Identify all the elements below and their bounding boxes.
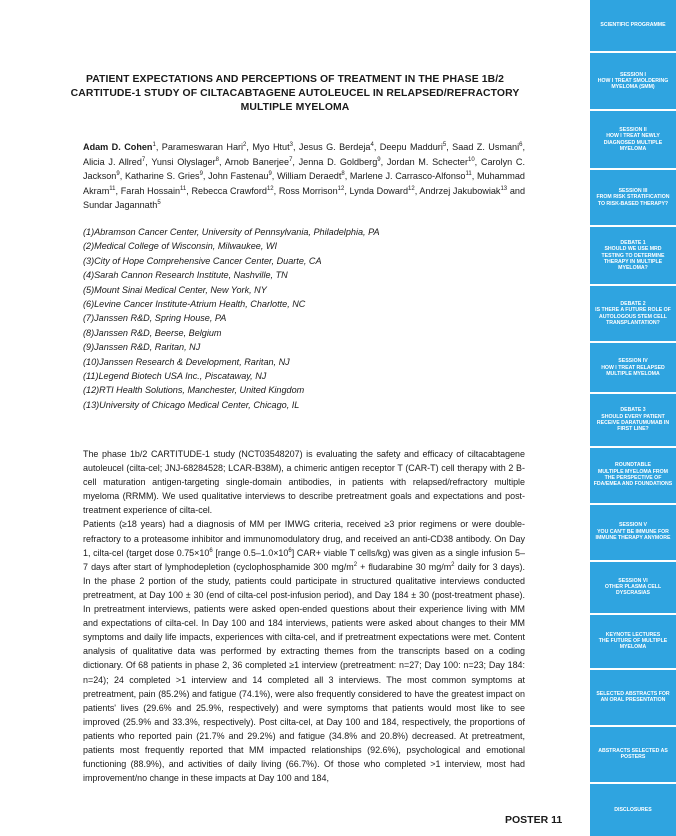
author-name: Yunsi Olyslager [151, 156, 216, 167]
author-affiliation-number: 8 [215, 156, 219, 163]
author-affiliation-number: 5 [157, 199, 161, 206]
author-name: Parameswaran Hari [161, 142, 244, 152]
sidebar-item-7[interactable] [590, 394, 676, 445]
affiliation-item: (7)Janssen R&D, Spring House, PA [83, 313, 227, 324]
author-name: Farah Hossain [120, 185, 181, 196]
sidebar-item-label: SESSION VI OTHER PLASMA CELL DYSCRASIAS [604, 577, 662, 597]
author-affiliation-number: 3 [289, 141, 293, 148]
sidebar-item-9[interactable] [590, 505, 676, 560]
author-name: Jordan M. Schecter [386, 156, 468, 167]
abstract-paragraph-methods-results: Patients (≥18 years) had a diagnosis of MM per IMWG criteria, received ≥3 prior regimens or were double-refractory to a proteasome inhibitor and immunomodulatory drug, and received an anti-CD38 antibody. On Day 1, cilta-cel (target dose $0.75\times 10^6$ [range $0.5-1.0\times 10^6$] CAR+ viable T cells/kg) was given as a single infusion 5–7 days after start of lymphodepletion (cyclophosphamide 300 $mg/m^2$ + fludarabine 30 $mg/m^2$ daily for 3 days). In the phase 2 portion of the study, patients could participate in structured qualitative interviews conducted pretreatment, at Day 100 ± 30 (end of cilta-cel post-infusion period), and Day 184 ± 30 (post-treatment phase). In pretreatment interviews, patients were asked open-ended questions about their experience living with MM and expectations of cilta-cel. In Day 100 and 184 interviews, patients were asked about changes to their MM symptoms and daily life impacts, experiences with cilta-cel, and if pretreatment expectations were met. Content analysis of qualitative data was performed by extracting themes from the transcripts based on a coding dictionary. Of 68 patients in phase 2, 36 completed ≥1 interview (pretreatment: n=27; Day 100: n=23; Day 184: n=24); 24 completed >1 interview and 14 completed all 3 interviews. The most common symptoms at pretreatment, pain (85.2%) and fatigue (74.1%), were also frequently considered to have the greatest impact on patients' lives (29.6% and 25.9%, respectively) and were symptoms that patients would most like to see improved (25.9% and 33.3%, respectively). Post cilta-cel, at Day 100 and 184, respectively, the proportions of patients who reported pain (21.7% and 29.2%) and fatigue (34.8% and 20.8%) decreased. At pretreatment, patients most frequently reported that MM impacted relationships (92.6%), psychological and emotional functioning (88.9%), and activities of daily living (66.7%). Of those who completed >1 interview, most had improvement/no change in these impacts at Day 100 and 184, [83, 519, 525, 784]
affiliation-item: (11)Legend Biotech USA Inc., Piscataway, NJ [83, 371, 267, 382]
author-name: Katharine S. Gries [124, 171, 200, 181]
author-name: Lynda Doward [349, 185, 409, 196]
sidebar-item-label: DEBATE 2 IS THERE A FUTURE ROLE OF AUTOLOGOUS STEM CELL TRANSPLANTATION? [595, 300, 671, 327]
author-affiliation-number: 11 [180, 185, 187, 192]
author-affiliation-number: 7 [289, 156, 293, 163]
author-affiliation-number: 9 [199, 170, 203, 177]
author-name: William Deraedt [277, 171, 342, 181]
author-affiliation-number: 4 [370, 141, 374, 148]
sidebar-item-label: SESSION V YOU CAN'T BE IMMUNE FOR IMMUNE THERAPY ANYMORE [595, 522, 671, 542]
author-name: Saad Z. Usmani [452, 142, 520, 152]
sidebar-item-8[interactable] [590, 448, 676, 503]
author-affiliation-number: 2 [243, 141, 247, 148]
sidebar-item-label: SESSION II HOW I TREAT NEWLY DIAGNOSED MULTIPLE MYELOMA [603, 126, 663, 153]
sidebar-item-12[interactable] [590, 670, 676, 725]
sidebar-item-4[interactable] [590, 227, 676, 284]
sidebar-item-label: ABSTRACTS SELECTED AS POSTERS [598, 747, 668, 761]
session-sidebar [590, 0, 676, 836]
sidebar-item-label: SESSION III FROM RISK STRATIFICATION TO RISK-BASED THERAPY? [596, 188, 670, 207]
affiliation-item: (4)Sarah Cannon Research Institute, Nashville, TN [83, 270, 288, 281]
sidebar-item-label: SESSION IV HOW I TREAT RELAPSED MULTIPLE MYELOMA [601, 358, 665, 378]
author-name: Jesus G. Berdeja [298, 142, 371, 152]
sidebar-item-3[interactable] [590, 170, 676, 225]
author-affiliation-number: 6 [519, 141, 523, 148]
author-name: Marlene J. Carrasco-Alfonso [349, 171, 466, 181]
sidebar-item-label: KEYNOTE LECTURES THE FUTURE OF MULTIPLE MYELOMA [598, 631, 668, 651]
sidebar-item-label: DISCLOSURES [614, 806, 652, 813]
author-list: Adam D. Cohen$^1$, Parameswaran Hari$^2$, Myo Htut$^3$, Jesus G. Berdeja$^4$, Deepu Madduri$^5$, Saad Z. Usmani$^6$, Alicia J. Allred$^7$, Yunsi Olyslager$^8$, Arnob Banerjee$^7$, Jenna D. Goldberg$^9$, Jordan M. Schecter$^{10}$, Carolyn C. Jackson$^9$, Katharine S. Gries$^9$, John Fastenau$^9$, William Deraedt$^8$, Marlene J. Carrasco-Alfonso$^{11}$, Muhammad Akram$^{11}$, Farah Hossain$^{11}$, Rebecca Crawford$^{12}$, Ross Morrison$^{12}$, Lynda Doward$^{12}$, Andrzej Jakubowiak$^{13}$ and Sundar Jagannath$^5$ [83, 141, 526, 210]
author-affiliation-number: 12 [337, 185, 345, 192]
author-name: Rebecca Crawford [191, 185, 267, 196]
author-affiliation-number: 9 [268, 170, 272, 177]
affiliation-item: (2)Medical College of Wisconsin, Milwaukee, WI [83, 241, 277, 252]
author-affiliation-number: 12 [266, 185, 274, 192]
affiliation-list [83, 225, 525, 412]
author-name: Sundar Jagannath [83, 200, 158, 210]
author-name: Ross Morrison [278, 185, 338, 196]
author-affiliation-number: 12 [408, 185, 415, 192]
author-name: Carolyn C. Jackson [83, 156, 525, 181]
sidebar-item-2[interactable] [590, 111, 676, 168]
affiliation-item: (6)Levine Cancer Institute-Atrium Health, Charlotte, NC [83, 299, 306, 310]
author-name: John Fastenau [208, 171, 269, 181]
author-name: Muhammad Akram [83, 171, 525, 196]
author-affiliation-number: 13 [500, 185, 508, 192]
author-affiliation-number: 9 [377, 156, 381, 163]
author-name: Jenna D. Goldberg [298, 156, 378, 167]
author-affiliation-number: 10 [467, 156, 475, 163]
sidebar-item-0[interactable] [590, 0, 676, 51]
sidebar-item-6[interactable] [590, 343, 676, 392]
abstract-title: PATIENT EXPECTATIONS AND PERCEPTIONS OF TREATMENT IN THE PHASE 1B/2 CARTITUDE-1 STUDY OF CILTACABTAGENE AUTOLEUCEL IN RELAPSED/REFRACTORY MULTIPLE MYELOMA [70, 74, 520, 113]
author-affiliation-number: 8 [341, 170, 345, 177]
affiliation-item: (12)RTI Health Solutions, Manchester, United Kingdom [83, 385, 305, 396]
author-affiliation-number: 11 [465, 170, 472, 177]
author-affiliation-number: 7 [141, 156, 146, 163]
author-name: Myo Htut [252, 142, 290, 152]
abstract-paragraph-background: The phase 1b/2 CARTITUDE-1 study (NCT03548207) is evaluating the safety and efficacy of ciltacabtagene autoleucel (cilta-cel; JNJ-68284528; LCAR-B38M), a chimeric antigen receptor T (CAR-T) cell therapy with 2 B-cell maturation antigen-targeting single-domain antibodies, in patients with relapsed/refractory multiple myeloma (RRMM). We used qualitative interviews to describe pretreatment goals and expectations and post-treatment experience of cilta-cel. [83, 449, 525, 516]
poster-number-label: POSTER 11 [505, 814, 563, 826]
author-affiliation-number: 11 [109, 185, 116, 192]
author-name: Alicia J. Allred [83, 156, 142, 167]
sidebar-item-label: SCIENTIFIC PROGRAMME [600, 22, 666, 29]
affiliation-item: (9)Janssen R&D, Raritan, NJ [83, 342, 201, 353]
sidebar-item-label: SESSION I HOW I TREAT SMOLDERING MYELOMA (SMM) [597, 71, 669, 91]
author-name: Deepu Madduri [379, 142, 443, 152]
sidebar-item-5[interactable] [590, 286, 676, 341]
sidebar-item-label: SELECTED ABSTRACTS FOR AN ORAL PRESENTATION [596, 690, 670, 704]
author-affiliation-number: 5 [442, 141, 447, 148]
sidebar-item-11[interactable] [590, 615, 676, 668]
sidebar-item-14[interactable] [590, 784, 676, 836]
affiliation-item: (10)Janssen Research & Development, Raritan, NJ [83, 356, 290, 367]
affiliation-item: (3)City of Hope Comprehensive Cancer Center, Duarte, CA [83, 255, 322, 266]
abstract-body [83, 447, 525, 785]
sidebar-item-label: DEBATE 1 SHOULD WE USE MRD TESTING TO DETERMINE THERAPY IN MULTIPLE MYELOMA? [601, 239, 665, 272]
sidebar-item-label: DEBATE 3 SHOULD EVERY PATIENT RECEIVE DARATUMUMAB IN FIRST LINE? [596, 407, 670, 433]
author-name: Andrzej Jakubowiak [419, 185, 501, 196]
author-name: Arnob Banerjee [224, 156, 290, 167]
sidebar-item-13[interactable] [590, 727, 676, 782]
author-affiliation-number: 9 [116, 170, 120, 177]
affiliation-item: (8)Janssen R&D, Beerse, Belgium [83, 327, 222, 338]
affiliation-item: (13)University of Chicago Medical Center, Chicago, IL [83, 399, 300, 410]
sidebar-item-1[interactable] [590, 53, 676, 109]
sidebar-item-label: ROUNDTABLE MULTIPLE MYELOMA FROM THE PERSPECTIVE OF FDA/EMEA AND FOUNDATIONS [593, 462, 673, 488]
author-affiliation-number: 1 [152, 141, 156, 148]
author-name: Adam D. Cohen [83, 142, 153, 152]
affiliation-item: (5)Mount Sinai Medical Center, New York, NY [83, 284, 267, 295]
sidebar-item-10[interactable] [590, 562, 676, 613]
affiliation-item: (1)Abramson Cancer Center, University of Pennsylvania, Philadelphia, PA [83, 227, 380, 237]
author-conjunction: and [509, 185, 526, 196]
